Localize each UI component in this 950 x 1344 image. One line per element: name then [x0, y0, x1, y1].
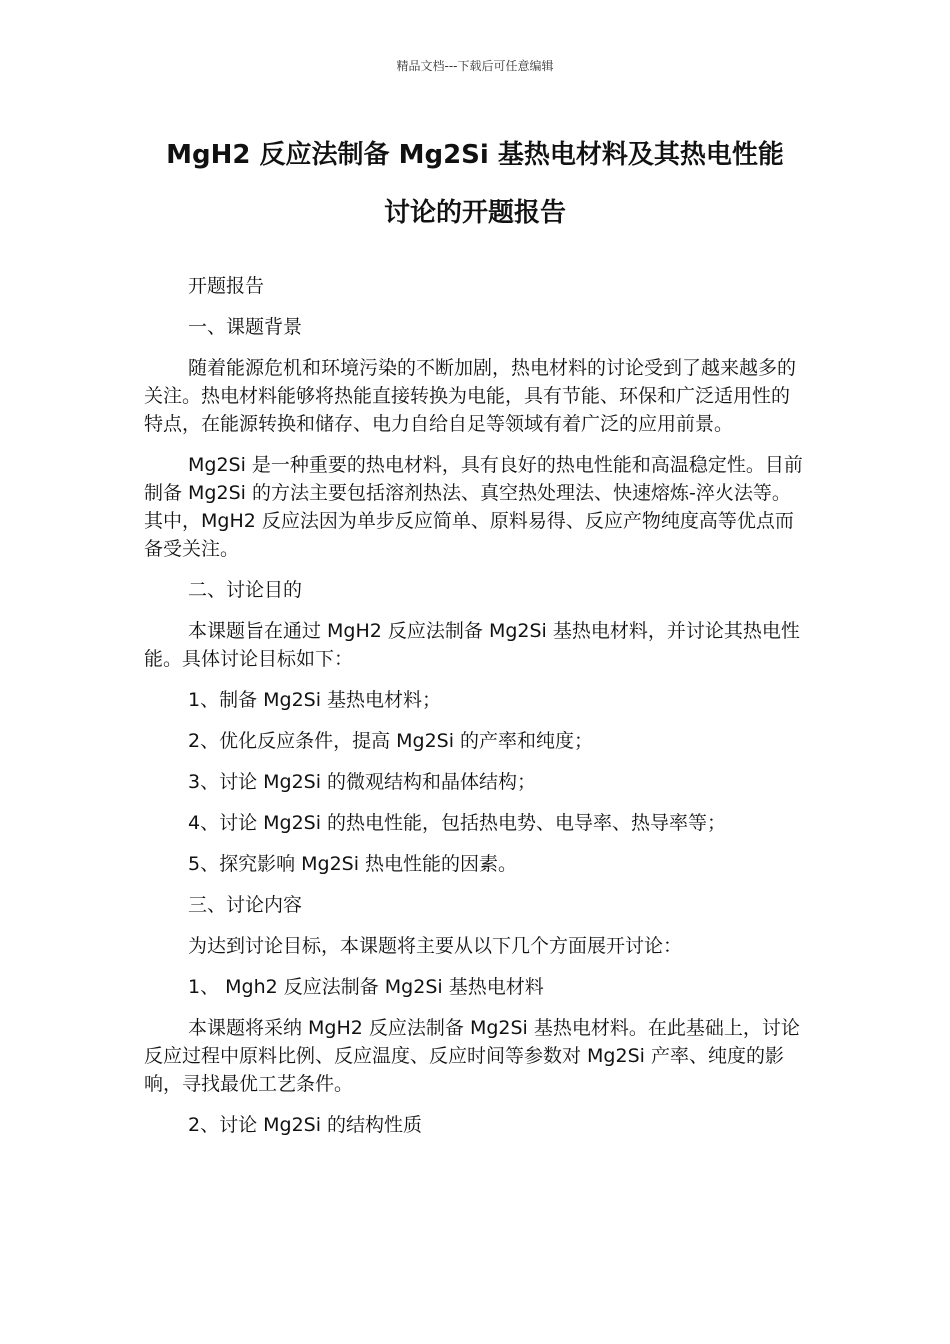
paragraph: 本课题将采纳 MgH2 反应法制备 Mg2Si 基热电材料。在此基础上，讨论反应过程中原料比例、反应温度、反应时间等参数对 Mg2Si 产率、纯度的影响，寻找最优工艺条件。 [144, 1017, 800, 1095]
list-item: 2、优化反应条件，提高 Mg2Si 的产率和纯度； [188, 730, 594, 752]
section-heading: 一、课题背景 [188, 316, 303, 338]
section-heading: 二、讨论目的 [188, 579, 303, 601]
subsection-heading: 1、 Mgh2 反应法制备 Mg2Si 基热电材料 [188, 976, 544, 998]
list-item: 4、讨论 Mg2Si 的热电性能，包括热电势、电导率、热导率等； [188, 812, 727, 834]
list-item: 1、制备 Mg2Si 基热电材料； [188, 689, 442, 711]
paragraph: Mg2Si 是一种重要的热电材料，具有良好的热电性能和高温稳定性。目前制备 Mg2Si 的方法主要包括溶剂热法、真空热处理法、快速熔炼-淬火法等。其中，MgH2 反应法因为单步反应简单、原料易得、反应产物纯度高等优点而备受关注。 [144, 454, 803, 560]
paragraph: 为达到讨论目标，本课题将主要从以下几个方面展开讨论： [188, 935, 683, 957]
page-header: 精品文档---下载后可任意编辑 [396, 59, 554, 73]
paragraph: 随着能源危机和环境污染的不断加剧，热电材料的讨论受到了越来越多的关注。热电材料能够将热能直接转换为电能，具有节能、环保和广泛适用性的特点，在能源转换和储存、电力自给自足等领域有着广泛的应用前景。 [144, 357, 797, 435]
document-body [144, 272, 808, 1152]
section-heading: 三、讨论内容 [188, 894, 303, 916]
paragraph: 本课题旨在通过 MgH2 反应法制备 Mg2Si 基热电材料，并讨论其热电性能。具体讨论目标如下： [144, 620, 800, 670]
document-title-line-1: MgH2 反应法制备 Mg2Si 基热电材料及其热电性能 [166, 140, 784, 170]
list-item: 5、探究影响 Mg2Si 热电性能的因素。 [188, 853, 518, 875]
document-title-line-2: 讨论的开题报告 [383, 198, 566, 228]
section-label: 开题报告 [188, 275, 265, 297]
subsection-heading: 2、讨论 Mg2Si 的结构性质 [188, 1114, 423, 1136]
list-item: 3、讨论 Mg2Si 的微观结构和晶体结构； [188, 771, 537, 793]
